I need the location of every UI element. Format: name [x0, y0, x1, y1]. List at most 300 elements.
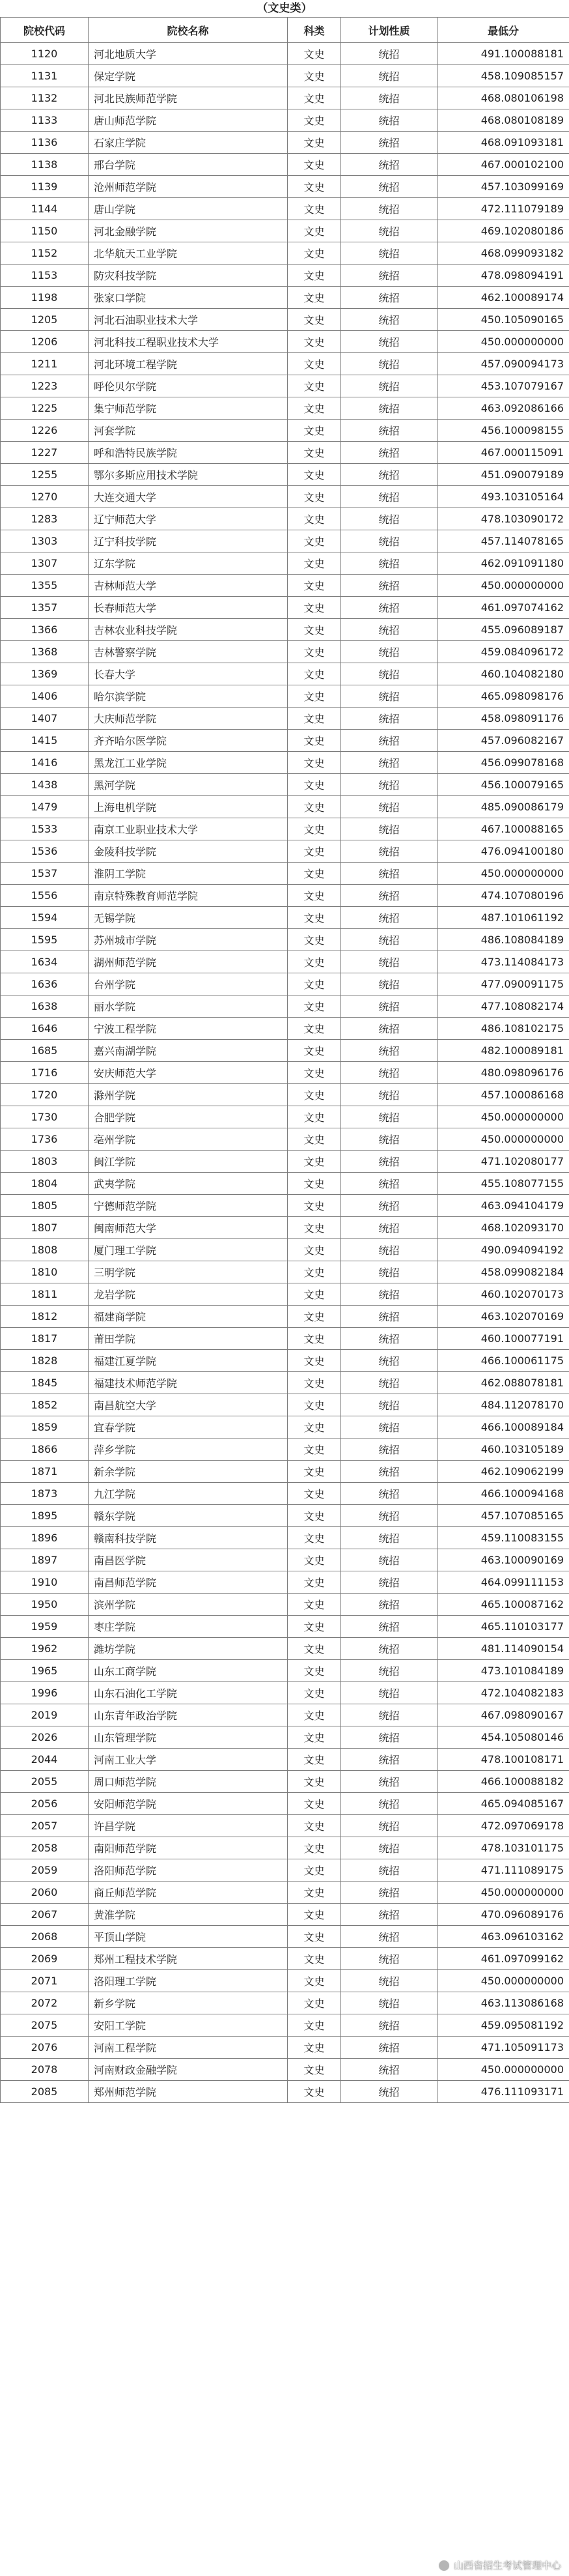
table-row	[1, 973, 569, 995]
cell-plan-type: 统招	[341, 730, 437, 752]
cell-code: 1807	[1, 1217, 89, 1239]
cell-code: 2075	[1, 2014, 89, 2037]
cell-code: 1357	[1, 597, 89, 619]
cell-subject: 文史	[288, 109, 341, 132]
table-row	[1, 154, 569, 176]
cell-code: 1369	[1, 663, 89, 685]
cell-subject: 文史	[288, 132, 341, 154]
cell-school-name: 长春大学	[89, 663, 288, 685]
cell-school-name: 商丘师范学院	[89, 1882, 288, 1904]
cell-subject: 文史	[288, 1660, 341, 1682]
cell-school-name: 长春师范大学	[89, 597, 288, 619]
cell-subject: 文史	[288, 863, 341, 885]
cell-min-score: 466.100094168	[437, 1483, 569, 1505]
cell-code: 1303	[1, 530, 89, 552]
cell-school-name: 许昌学院	[89, 1815, 288, 1837]
cell-plan-type: 统招	[341, 1173, 437, 1195]
cell-subject: 文史	[288, 353, 341, 375]
table-title: （文史类）	[257, 2, 312, 15]
cell-plan-type: 统招	[341, 154, 437, 176]
cell-min-score: 491.100088181	[437, 43, 569, 65]
cell-code: 1866	[1, 1438, 89, 1461]
cell-school-name: 周口师范学院	[89, 1771, 288, 1793]
cell-min-score: 467.000115091	[437, 442, 569, 464]
cell-school-name: 呼和浩特民族学院	[89, 442, 288, 464]
table-row	[1, 685, 569, 708]
cell-code: 1845	[1, 1372, 89, 1394]
cell-code: 1638	[1, 995, 89, 1018]
cell-min-score: 463.113086168	[437, 1992, 569, 2014]
table-row	[1, 1195, 569, 1217]
cell-code: 2057	[1, 1815, 89, 1837]
cell-subject: 文史	[288, 1261, 341, 1283]
cell-school-name: 枣庄学院	[89, 1616, 288, 1638]
cell-plan-type: 统招	[341, 420, 437, 442]
cell-min-score: 472.097069178	[437, 1815, 569, 1837]
header-code: 院校代码	[1, 18, 89, 43]
cell-min-score: 471.102080177	[437, 1151, 569, 1173]
cell-subject: 文史	[288, 331, 341, 353]
cell-code: 1852	[1, 1394, 89, 1416]
table-row	[1, 1350, 569, 1372]
cell-min-score: 450.000000000	[437, 575, 569, 597]
cell-code: 1144	[1, 198, 89, 220]
cell-plan-type: 统招	[341, 2014, 437, 2037]
table-header	[1, 18, 569, 43]
cell-code: 1153	[1, 265, 89, 287]
cell-code: 1223	[1, 375, 89, 397]
cell-min-score: 459.110083155	[437, 1527, 569, 1549]
cell-school-name: 萍乡学院	[89, 1438, 288, 1461]
cell-plan-type: 统招	[341, 863, 437, 885]
cell-plan-type: 统招	[341, 1682, 437, 1704]
cell-code: 1307	[1, 552, 89, 575]
cell-subject: 文史	[288, 1306, 341, 1328]
table-row	[1, 1106, 569, 1128]
cell-min-score: 468.080106198	[437, 87, 569, 109]
cell-school-name: 赣南科技学院	[89, 1527, 288, 1549]
cell-subject: 文史	[288, 176, 341, 198]
table-row	[1, 708, 569, 730]
cell-school-name: 丽水学院	[89, 995, 288, 1018]
cell-subject: 文史	[288, 885, 341, 907]
cell-min-score: 450.000000000	[437, 331, 569, 353]
cell-min-score: 486.108084189	[437, 929, 569, 951]
cell-code: 1996	[1, 1682, 89, 1704]
cell-school-name: 赣东学院	[89, 1505, 288, 1527]
cell-school-name: 保定学院	[89, 65, 288, 87]
table-row	[1, 995, 569, 1018]
cell-code: 2019	[1, 1704, 89, 1726]
cell-code: 1226	[1, 420, 89, 442]
table-row	[1, 132, 569, 154]
cell-code: 2078	[1, 2059, 89, 2081]
cell-subject: 文史	[288, 1749, 341, 1771]
cell-school-name: 平顶山学院	[89, 1926, 288, 1948]
cell-plan-type: 统招	[341, 1328, 437, 1350]
cell-school-name: 河南工业大学	[89, 1749, 288, 1771]
cell-min-score: 450.000000000	[437, 1882, 569, 1904]
cell-subject: 文史	[288, 1704, 341, 1726]
cell-min-score: 467.100088165	[437, 818, 569, 840]
cell-subject: 文史	[288, 1438, 341, 1461]
cell-school-name: 黄淮学院	[89, 1904, 288, 1926]
cell-plan-type: 统招	[341, 1106, 437, 1128]
cell-school-name: 苏州城市学院	[89, 929, 288, 951]
table-row	[1, 951, 569, 973]
cell-code: 2071	[1, 1970, 89, 1992]
cell-subject: 文史	[288, 708, 341, 730]
table-row	[1, 552, 569, 575]
table-row	[1, 1461, 569, 1483]
cell-school-name: 辽宁师范大学	[89, 508, 288, 530]
cell-plan-type: 统招	[341, 375, 437, 397]
cell-min-score: 466.100061175	[437, 1350, 569, 1372]
cell-code: 1804	[1, 1173, 89, 1195]
cell-plan-type: 统招	[341, 1638, 437, 1660]
cell-min-score: 467.000102100	[437, 154, 569, 176]
cell-subject: 文史	[288, 309, 341, 331]
cell-code: 1965	[1, 1660, 89, 1682]
cell-code: 1959	[1, 1616, 89, 1638]
cell-school-name: 三明学院	[89, 1261, 288, 1283]
cell-min-score: 457.107085165	[437, 1505, 569, 1527]
cell-min-score: 466.100089184	[437, 1416, 569, 1438]
cell-code: 2058	[1, 1837, 89, 1859]
cell-subject: 文史	[288, 840, 341, 863]
cell-subject: 文史	[288, 774, 341, 796]
table-row	[1, 1793, 569, 1815]
cell-school-name: 张家口学院	[89, 287, 288, 309]
cell-subject: 文史	[288, 663, 341, 685]
cell-plan-type: 统招	[341, 220, 437, 242]
cell-plan-type: 统招	[341, 1992, 437, 2014]
cell-plan-type: 统招	[341, 840, 437, 863]
cell-school-name: 郑州师范学院	[89, 2081, 288, 2103]
table-row	[1, 43, 569, 65]
cell-school-name: 合肥学院	[89, 1106, 288, 1128]
cell-school-name: 吉林农业科技学院	[89, 619, 288, 641]
cell-school-name: 湖州师范学院	[89, 951, 288, 973]
table-row	[1, 641, 569, 663]
table-row	[1, 1948, 569, 1970]
table-row	[1, 1904, 569, 1926]
cell-subject: 文史	[288, 486, 341, 508]
cell-plan-type: 统招	[341, 1461, 437, 1483]
cell-min-score: 457.096082167	[437, 730, 569, 752]
cell-plan-type: 统招	[341, 242, 437, 265]
cell-code: 1962	[1, 1638, 89, 1660]
table-row	[1, 1084, 569, 1106]
cell-code: 1810	[1, 1261, 89, 1283]
cell-plan-type: 统招	[341, 796, 437, 818]
cell-subject: 文史	[288, 907, 341, 929]
cell-code: 1595	[1, 929, 89, 951]
cell-school-name: 齐齐哈尔医学院	[89, 730, 288, 752]
table-row	[1, 198, 569, 220]
header-plan-type: 计划性质	[341, 18, 437, 43]
cell-code: 1283	[1, 508, 89, 530]
cell-subject: 文史	[288, 1350, 341, 1372]
cell-school-name: 福建技术师范学院	[89, 1372, 288, 1394]
cell-plan-type: 统招	[341, 1749, 437, 1771]
cell-plan-type: 统招	[341, 1350, 437, 1372]
cell-school-name: 集宁师范学院	[89, 397, 288, 420]
cell-subject: 文史	[288, 1638, 341, 1660]
table-row	[1, 1571, 569, 1594]
cell-school-name: 金陵科技学院	[89, 840, 288, 863]
table-row	[1, 1815, 569, 1837]
cell-code: 1139	[1, 176, 89, 198]
header-subject: 科类	[288, 18, 341, 43]
cell-plan-type: 统招	[341, 995, 437, 1018]
cell-subject: 文史	[288, 1926, 341, 1948]
cell-school-name: 沧州师范学院	[89, 176, 288, 198]
cell-code: 2059	[1, 1859, 89, 1882]
cell-school-name: 河北民族师范学院	[89, 87, 288, 109]
cell-min-score: 468.080108189	[437, 109, 569, 132]
table-row	[1, 1306, 569, 1328]
table-body	[1, 43, 569, 2103]
cell-school-name: 上海电机学院	[89, 796, 288, 818]
cell-min-score: 482.100089181	[437, 1040, 569, 1062]
cell-school-name: 洛阳理工学院	[89, 1970, 288, 1992]
table-row	[1, 508, 569, 530]
cell-code: 1895	[1, 1505, 89, 1527]
cell-plan-type: 统招	[341, 1151, 437, 1173]
cell-min-score: 456.100098155	[437, 420, 569, 442]
cell-subject: 文史	[288, 420, 341, 442]
cell-code: 1896	[1, 1527, 89, 1549]
cell-code: 1368	[1, 641, 89, 663]
table-row	[1, 1283, 569, 1306]
header-row	[1, 18, 569, 43]
cell-code: 2067	[1, 1904, 89, 1926]
cell-code: 2069	[1, 1948, 89, 1970]
cell-school-name: 河套学院	[89, 420, 288, 442]
cell-min-score: 455.108077155	[437, 1173, 569, 1195]
cell-min-score: 468.091093181	[437, 132, 569, 154]
cell-min-score: 490.094094192	[437, 1239, 569, 1261]
cell-code: 1198	[1, 287, 89, 309]
cell-code: 1211	[1, 353, 89, 375]
cell-code: 2068	[1, 1926, 89, 1948]
cell-subject: 文史	[288, 1992, 341, 2014]
cell-plan-type: 统招	[341, 1283, 437, 1306]
table-row	[1, 530, 569, 552]
cell-code: 1536	[1, 840, 89, 863]
cell-code: 1803	[1, 1151, 89, 1173]
cell-plan-type: 统招	[341, 353, 437, 375]
cell-subject: 文史	[288, 1173, 341, 1195]
cell-min-score: 459.095081192	[437, 2014, 569, 2037]
cell-subject: 文史	[288, 242, 341, 265]
cell-min-score: 474.107080196	[437, 885, 569, 907]
table-row	[1, 774, 569, 796]
cell-subject: 文史	[288, 1682, 341, 1704]
cell-plan-type: 统招	[341, 1970, 437, 1992]
cell-school-name: 河北科技工程职业技术大学	[89, 331, 288, 353]
cell-code: 1950	[1, 1594, 89, 1616]
cell-plan-type: 统招	[341, 1084, 437, 1106]
table-row	[1, 1173, 569, 1195]
cell-school-name: 河北石油职业技术大学	[89, 309, 288, 331]
watermark-text: 山西省招生考试管理中心	[453, 2560, 561, 2571]
cell-school-name: 大连交通大学	[89, 486, 288, 508]
cell-school-name: 龙岩学院	[89, 1283, 288, 1306]
cell-plan-type: 统招	[341, 486, 437, 508]
cell-plan-type: 统招	[341, 530, 437, 552]
cell-min-score: 466.100088182	[437, 1771, 569, 1793]
cell-min-score: 462.109062199	[437, 1461, 569, 1483]
table-row	[1, 109, 569, 132]
cell-subject: 文史	[288, 397, 341, 420]
cell-subject: 文史	[288, 1040, 341, 1062]
cell-code: 1533	[1, 818, 89, 840]
cell-school-name: 黑龙江工业学院	[89, 752, 288, 774]
cell-code: 1131	[1, 65, 89, 87]
cell-min-score: 471.111089175	[437, 1859, 569, 1882]
cell-plan-type: 统招	[341, 641, 437, 663]
cell-min-score: 463.094104179	[437, 1195, 569, 1217]
cell-plan-type: 统招	[341, 1416, 437, 1438]
cell-school-name: 南阳师范学院	[89, 1837, 288, 1859]
table-row	[1, 1217, 569, 1239]
cell-code: 1150	[1, 220, 89, 242]
cell-plan-type: 统招	[341, 1571, 437, 1594]
cell-code: 1634	[1, 951, 89, 973]
cell-plan-type: 统招	[341, 1483, 437, 1505]
cell-plan-type: 统招	[341, 198, 437, 220]
cell-subject: 文史	[288, 2081, 341, 2103]
cell-subject: 文史	[288, 265, 341, 287]
cell-plan-type: 统招	[341, 109, 437, 132]
cell-min-score: 471.105091173	[437, 2037, 569, 2059]
cell-subject: 文史	[288, 442, 341, 464]
cell-school-name: 福建江夏学院	[89, 1350, 288, 1372]
cell-subject: 文史	[288, 1217, 341, 1239]
table-row	[1, 1040, 569, 1062]
cell-plan-type: 统招	[341, 1616, 437, 1638]
cell-school-name: 唐山师范学院	[89, 109, 288, 132]
cell-min-score: 473.114084173	[437, 951, 569, 973]
cell-subject: 文史	[288, 1283, 341, 1306]
table-row	[1, 2037, 569, 2059]
cell-code: 1636	[1, 973, 89, 995]
cell-subject: 文史	[288, 198, 341, 220]
cell-min-score: 473.101084189	[437, 1660, 569, 1682]
table-row	[1, 1372, 569, 1394]
table-row	[1, 619, 569, 641]
cell-plan-type: 统招	[341, 685, 437, 708]
cell-plan-type: 统招	[341, 1859, 437, 1882]
cell-code: 1685	[1, 1040, 89, 1062]
cell-min-score: 453.107079167	[437, 375, 569, 397]
cell-code: 1479	[1, 796, 89, 818]
cell-school-name: 河北环境工程学院	[89, 353, 288, 375]
cell-min-score: 468.102093170	[437, 1217, 569, 1239]
cell-subject: 文史	[288, 1549, 341, 1571]
cell-school-name: 北华航天工业学院	[89, 242, 288, 265]
cell-min-score: 460.102070173	[437, 1283, 569, 1306]
cell-plan-type: 统招	[341, 176, 437, 198]
table-row	[1, 420, 569, 442]
cell-subject: 文史	[288, 1837, 341, 1859]
table-row	[1, 730, 569, 752]
cell-subject: 文史	[288, 1948, 341, 1970]
cell-subject: 文史	[288, 1882, 341, 1904]
cell-school-name: 无锡学院	[89, 907, 288, 929]
cell-plan-type: 统招	[341, 752, 437, 774]
cell-plan-type: 统招	[341, 1195, 437, 1217]
cell-plan-type: 统招	[341, 597, 437, 619]
cell-plan-type: 统招	[341, 1306, 437, 1328]
table-row	[1, 1704, 569, 1726]
cell-school-name: 石家庄学院	[89, 132, 288, 154]
cell-subject: 文史	[288, 65, 341, 87]
cell-school-name: 鄂尔多斯应用技术学院	[89, 464, 288, 486]
table-row	[1, 176, 569, 198]
cell-plan-type: 统招	[341, 1726, 437, 1749]
cell-subject: 文史	[288, 1793, 341, 1815]
cell-subject: 文史	[288, 796, 341, 818]
cell-min-score: 457.100086168	[437, 1084, 569, 1106]
cell-code: 1646	[1, 1018, 89, 1040]
cell-school-name: 滁州学院	[89, 1084, 288, 1106]
cell-code: 1817	[1, 1328, 89, 1350]
cell-min-score: 463.100090169	[437, 1549, 569, 1571]
table-row	[1, 1837, 569, 1859]
cell-min-score: 450.000000000	[437, 863, 569, 885]
cell-plan-type: 统招	[341, 1217, 437, 1239]
cell-plan-type: 统招	[341, 951, 437, 973]
cell-subject: 文史	[288, 552, 341, 575]
cell-code: 1897	[1, 1549, 89, 1571]
cell-subject: 文史	[288, 929, 341, 951]
table-row	[1, 2014, 569, 2037]
table-row	[1, 1505, 569, 1527]
cell-school-name: 南京工业职业技术大学	[89, 818, 288, 840]
cell-min-score: 457.090094173	[437, 353, 569, 375]
cell-code: 1808	[1, 1239, 89, 1261]
cell-min-score: 463.092086166	[437, 397, 569, 420]
wechat-logo-icon	[438, 2560, 450, 2571]
table-row	[1, 287, 569, 309]
table-row	[1, 1151, 569, 1173]
cell-plan-type: 统招	[341, 575, 437, 597]
cell-school-name: 山东工商学院	[89, 1660, 288, 1682]
table-row	[1, 1527, 569, 1549]
cell-plan-type: 统招	[341, 1438, 437, 1461]
cell-plan-type: 统招	[341, 508, 437, 530]
cell-subject: 文史	[288, 597, 341, 619]
cell-code: 2044	[1, 1749, 89, 1771]
cell-school-name: 河北地质大学	[89, 43, 288, 65]
cell-min-score: 454.105080146	[437, 1726, 569, 1749]
table-row	[1, 1771, 569, 1793]
table-row	[1, 486, 569, 508]
cell-plan-type: 统招	[341, 1549, 437, 1571]
table-row	[1, 1749, 569, 1771]
cell-school-name: 厦门理工学院	[89, 1239, 288, 1261]
cell-subject: 文史	[288, 1859, 341, 1882]
cell-school-name: 闽南师范大学	[89, 1217, 288, 1239]
cell-min-score: 487.101061192	[437, 907, 569, 929]
table-row	[1, 1882, 569, 1904]
cell-school-name: 山东石油化工学院	[89, 1682, 288, 1704]
table-row	[1, 464, 569, 486]
table-row	[1, 1594, 569, 1616]
